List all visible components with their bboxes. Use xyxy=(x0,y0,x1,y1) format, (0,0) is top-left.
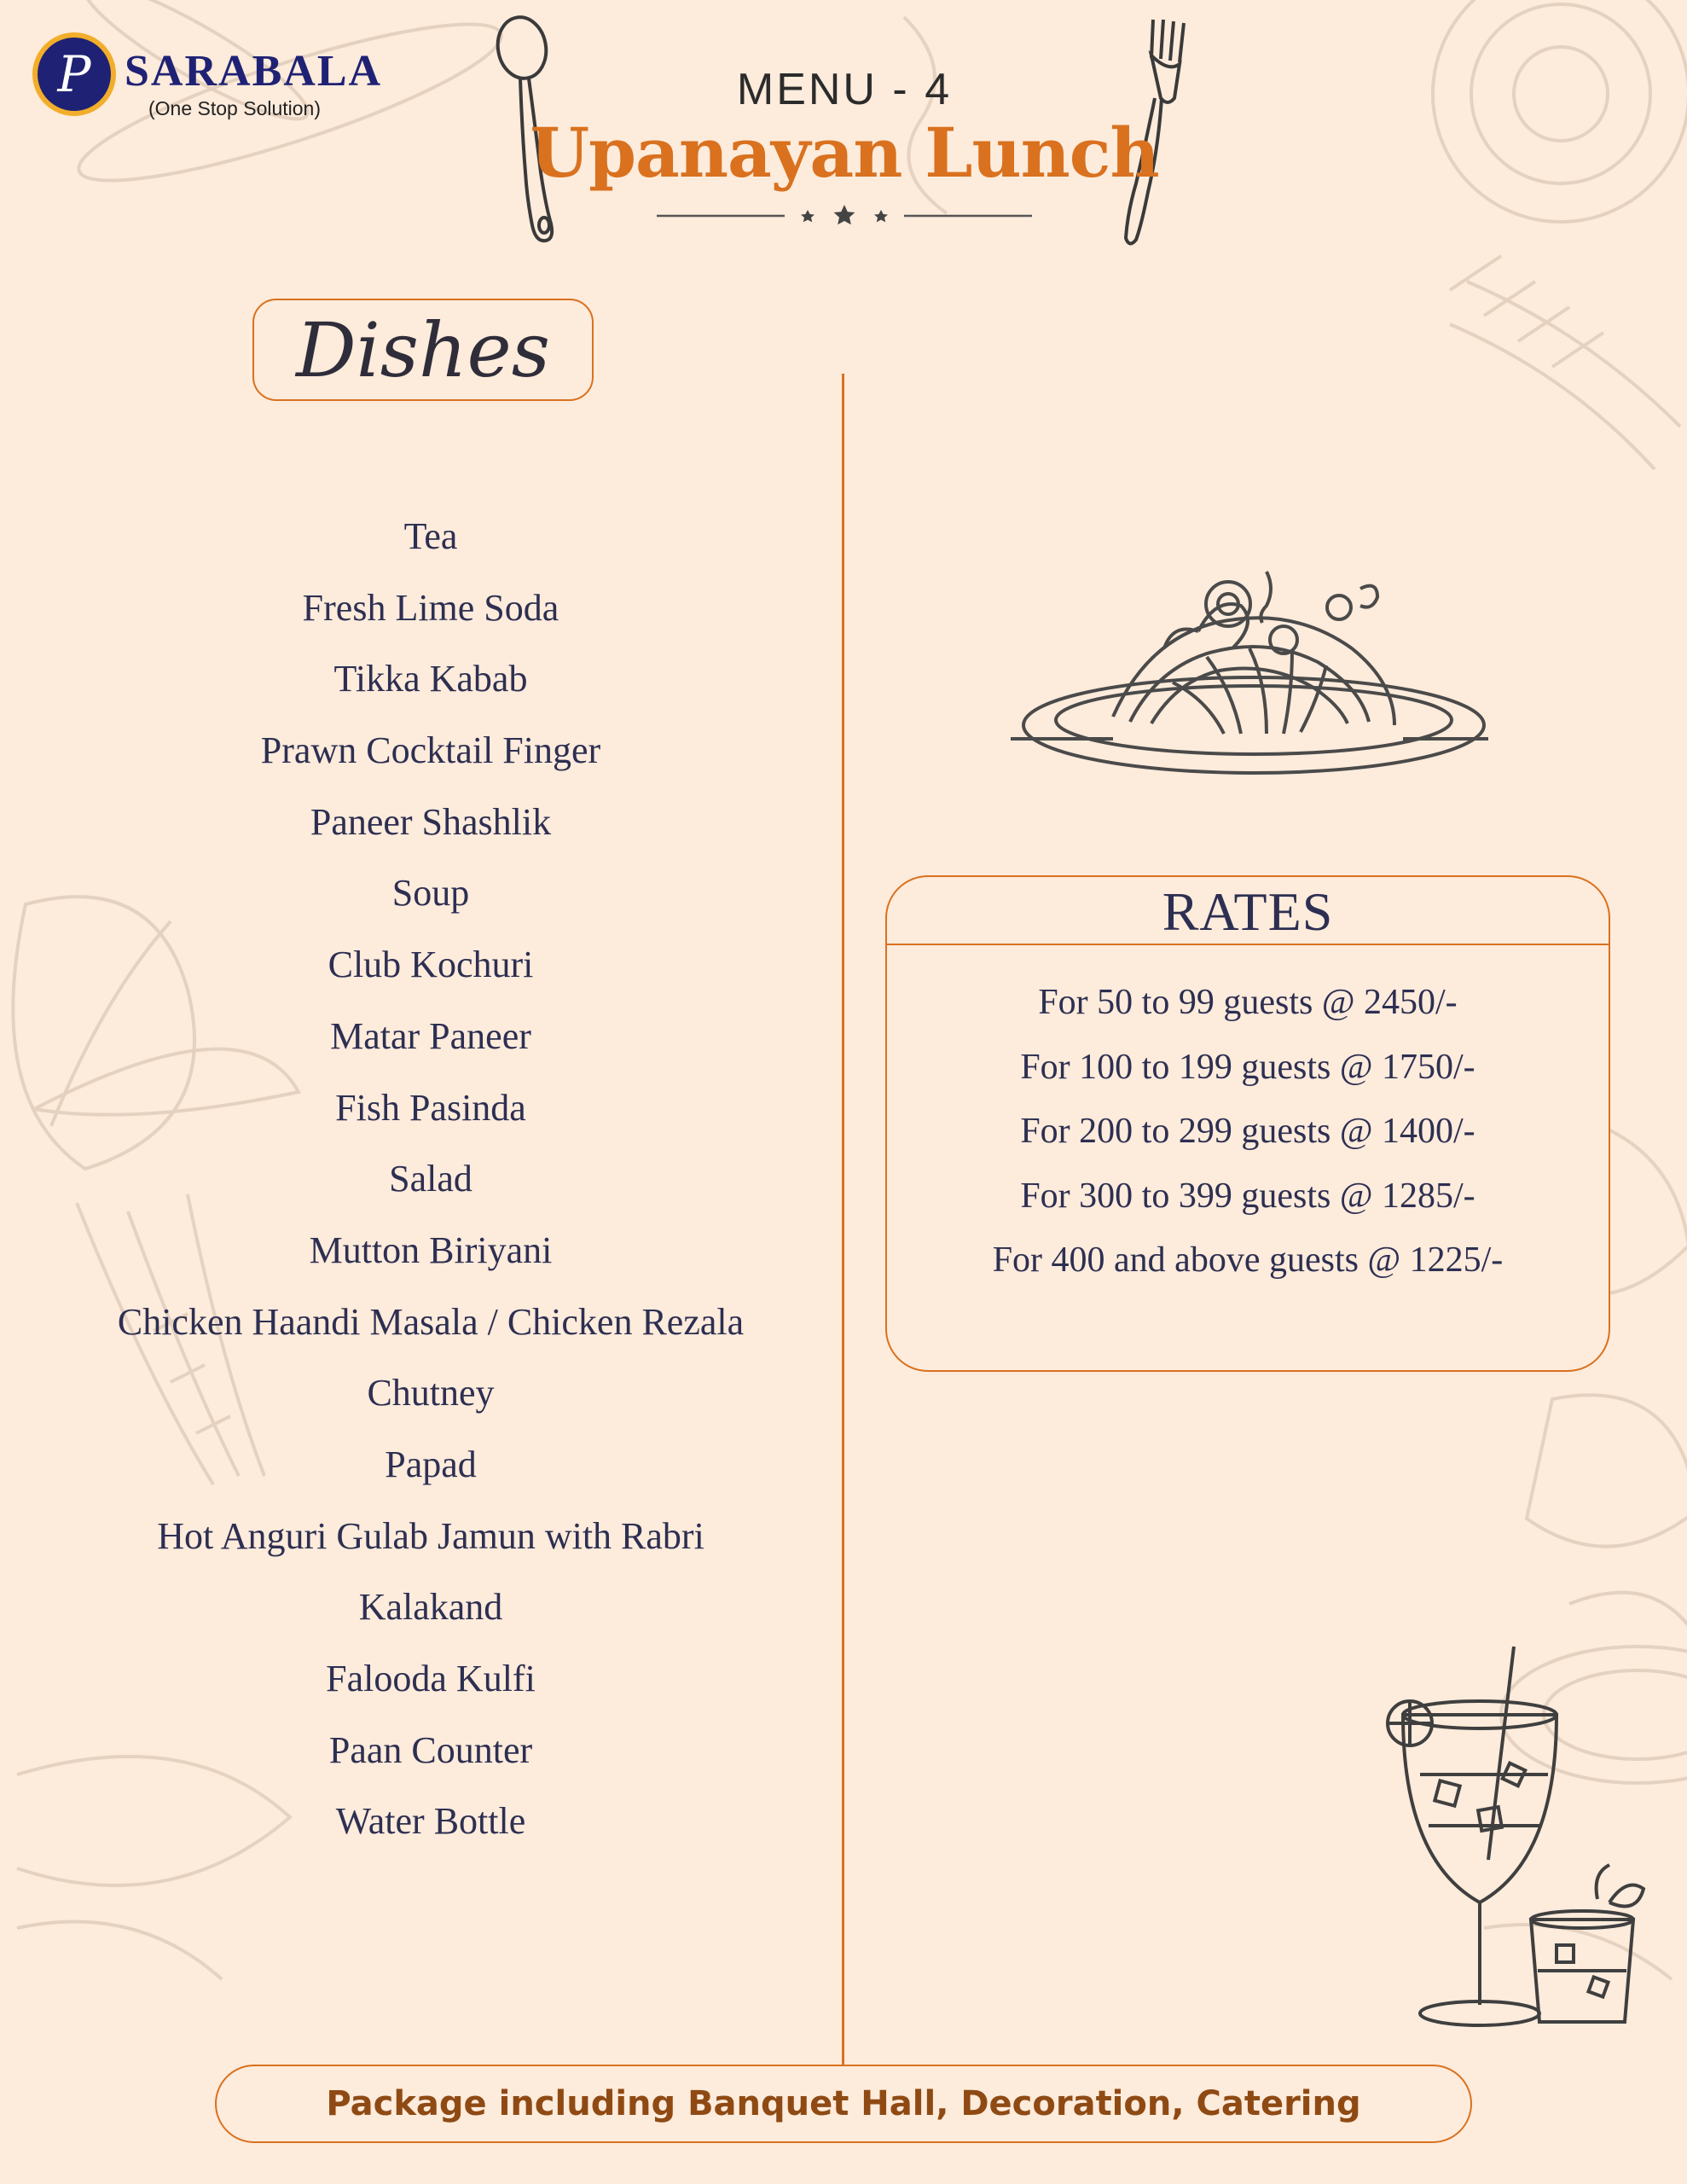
dish-item: Tea xyxy=(403,515,458,557)
dish-item: Water Bottle xyxy=(335,1800,526,1843)
dish-item: Tikka Kabab xyxy=(333,658,528,700)
dishes-heading-badge xyxy=(252,299,594,401)
rate-line: For 100 to 199 guests @ 1750/- xyxy=(1020,1047,1475,1087)
dish-item: Paan Counter xyxy=(328,1728,533,1771)
rates-divider xyxy=(887,944,1609,945)
dish-item: Chicken Haandi Masala / Chicken Rezala xyxy=(117,1300,745,1343)
dish-item: Salad xyxy=(389,1158,472,1200)
dish-list xyxy=(51,507,810,1863)
dishes-heading: Dishes xyxy=(296,306,550,394)
rates-heading: RATES xyxy=(1162,881,1334,942)
rate-line: For 400 and above guests @ 1225/- xyxy=(992,1240,1504,1280)
menu-number: MENU - 4 xyxy=(736,65,953,114)
brand-name: SARABALA xyxy=(125,47,383,96)
dish-item: Fresh Lime Soda xyxy=(302,586,559,629)
dish-item: Club Kochuri xyxy=(328,944,534,986)
dish-item: Fish Pasinda xyxy=(335,1086,526,1129)
menu-title: Upanayan Lunch xyxy=(530,113,1159,193)
dish-item: Hot Anguri Gulab Jamun with Rabri xyxy=(157,1514,704,1557)
dish-item: Prawn Cocktail Finger xyxy=(260,729,601,772)
pasta-plate-icon xyxy=(1002,555,1497,793)
rate-line: For 200 to 299 guests @ 1400/- xyxy=(1020,1112,1475,1151)
brand-logo xyxy=(32,32,408,126)
logo-emblem: P xyxy=(32,32,116,116)
dish-item: Matar Paneer xyxy=(330,1014,531,1057)
rate-line: For 300 to 399 guests @ 1285/- xyxy=(1020,1176,1475,1216)
dish-item: Paneer Shashlik xyxy=(310,800,552,843)
package-banner-text: Package including Banquet Hall, Decoration, Catering xyxy=(326,2084,1361,2123)
package-banner xyxy=(215,2065,1472,2143)
dish-item: Soup xyxy=(391,872,470,915)
dish-item: Mutton Biriyani xyxy=(309,1228,553,1271)
star-icon xyxy=(874,210,888,222)
dish-item: Papad xyxy=(385,1443,477,1485)
brand-tagline: (One Stop Solution) xyxy=(148,97,322,119)
rates-panel xyxy=(885,875,1610,1372)
rates-list xyxy=(887,981,1609,1304)
dish-item: Chutney xyxy=(367,1372,495,1414)
title-ornament xyxy=(657,201,1032,232)
column-divider xyxy=(842,374,844,2065)
dish-item: Falooda Kulfi xyxy=(326,1658,536,1699)
rate-line: For 50 to 99 guests @ 2450/- xyxy=(1038,983,1458,1022)
star-icon xyxy=(834,205,855,224)
star-icon xyxy=(801,210,815,222)
cocktail-glass-icon xyxy=(1386,1647,1650,2039)
dish-item: Kalakand xyxy=(358,1586,503,1629)
